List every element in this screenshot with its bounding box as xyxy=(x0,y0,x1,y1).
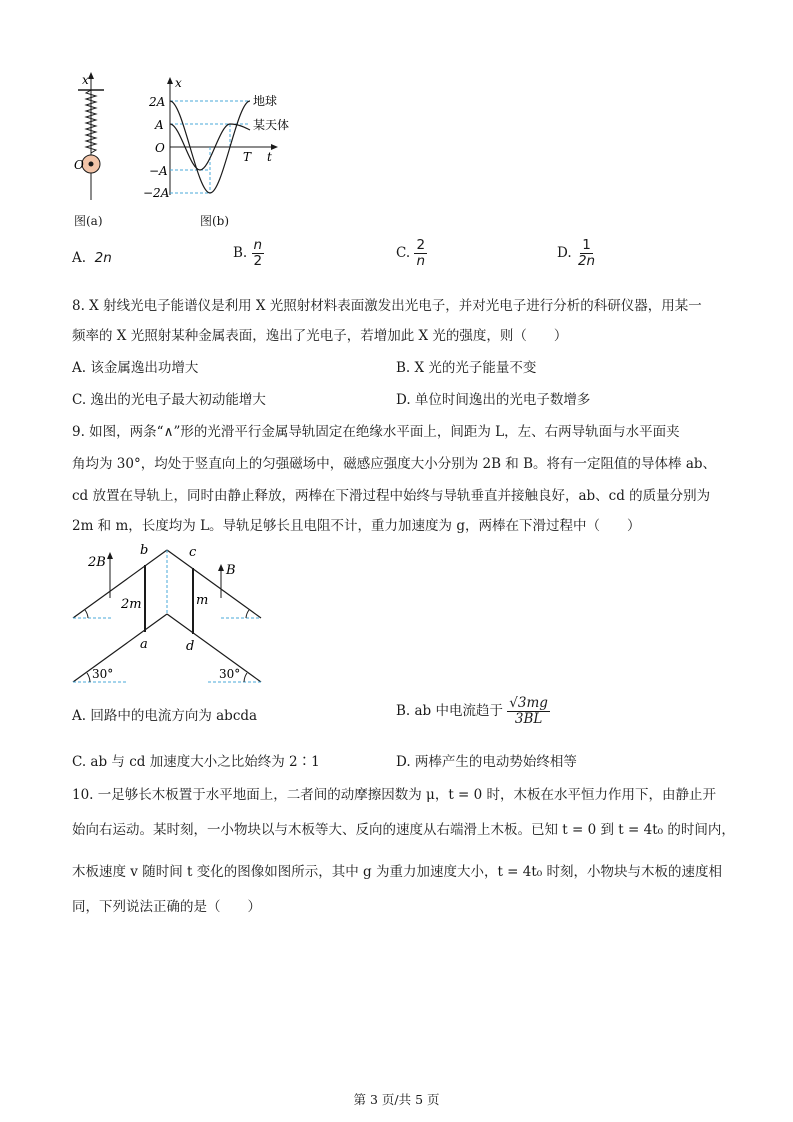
q8-stem-line1: 8. X 射线光电子能谱仪是利用 X 光照射材料表面激发出光电子，并对光电子进行分析的科研仪器，用某一 xyxy=(72,298,702,314)
q9-stem-line1: 9. 如图，两条“∧”形的光滑平行金属导轨固定在绝缘水平面上，间距为 L，左、右两导轨面与水平面夹 xyxy=(72,424,680,440)
fig-a-O-label: O xyxy=(74,158,84,172)
q7-option-a[interactable]: A. 2n xyxy=(72,250,112,266)
fig-b-x-label: x xyxy=(175,76,182,90)
q9-fig-angle-right: 30° xyxy=(219,667,241,681)
q10-stem-line2: 始向右运动。某时刻，一小物块以与木板等大、反向的速度从右端滑上木板。已知 t = 0 到 t = 4t₀ 的时间内， xyxy=(72,822,735,838)
fig-b-minus-2A: −2A xyxy=(143,186,170,200)
q10-stem-line3: 木板速度 v 随时间 t 变化的图像如图所示，其中 g 为重力加速度大小，t = 4t₀ 时刻，小物块与木板的速度相 xyxy=(72,864,722,880)
q9-rails-figure xyxy=(68,540,268,690)
q8-option-d[interactable]: D. 单位时间逸出的光电子数增多 xyxy=(396,392,591,408)
q8-option-a[interactable]: A. 该金属逸出功增大 xyxy=(72,360,199,376)
q9-fig-a: a xyxy=(140,637,148,652)
figure-a-caption: 图(a) xyxy=(74,214,103,228)
fig-b-T: T xyxy=(243,150,252,164)
q9-fig-c: c xyxy=(189,545,197,560)
fig-b-O: O xyxy=(155,141,165,155)
fig-b-minus-A: −A xyxy=(149,164,168,178)
figure-a-spring xyxy=(60,70,120,210)
fig-a-x-label: x xyxy=(82,73,89,87)
page-footer: 第 3 页/共 5 页 xyxy=(353,1092,440,1107)
fig-b-2A: 2A xyxy=(149,95,166,109)
q9-fig-d: d xyxy=(186,639,195,654)
q9-stem-line4: 2m 和 m，长度均为 L。导轨足够长且电阻不计，重力加速度为 g，两棒在下滑过程中（ ） xyxy=(72,518,641,534)
q10-stem-line4: 同，下列说法正确的是（ ） xyxy=(72,899,261,915)
q9-fig-angle-left: 30° xyxy=(92,667,114,681)
q9-fig-2B: 2B xyxy=(88,555,106,570)
q9-fig-B: B xyxy=(226,563,236,578)
q9-stem-line3: cd 放置在导轨上，同时由静止释放，两棒在下滑过程中始终与导轨垂直并接触良好，ab、cd 的质量分别为 xyxy=(72,488,711,504)
fig-b-earth-label: 地球 xyxy=(253,94,278,108)
q8-option-b[interactable]: B. X 光的光子能量不变 xyxy=(396,360,537,376)
fig-b-A: A xyxy=(155,118,164,132)
q9-fig-b: b xyxy=(140,543,149,558)
fig-b-body-label: 某天体 xyxy=(253,118,290,132)
q10-stem-line1: 10. 一足够长木板置于水平地面上，二者间的动摩擦因数为 μ，t = 0 时，木板在水平恒力作用下，由静止开 xyxy=(72,787,717,803)
figure-b-graph xyxy=(135,75,315,215)
q9-option-c[interactable]: C. ab 与 cd 加速度大小之比始终为 2∶1 xyxy=(72,754,320,770)
q9-option-a[interactable]: A. 回路中的电流方向为 abcda xyxy=(72,708,258,724)
figure-b-caption: 图(b) xyxy=(200,214,230,228)
q9-fig-m: m xyxy=(196,593,209,608)
q7-option-c[interactable]: C. $\frac{2}{n}$ xyxy=(396,237,426,269)
q8-option-c[interactable]: C. 逸出的光电子最大初动能增大 xyxy=(72,392,266,408)
q9-stem-line2: 角均为 30°，均处于竖直向上的匀强磁场中，磁感应强度大小分别为 2B 和 B。将有一定阻值的导体棒 ab、 xyxy=(72,456,717,472)
q7-option-d[interactable]: D. $\frac{1}{2n}$ xyxy=(557,237,596,269)
q9-option-b[interactable]: B. ab 中电流趋于 $\frac{√3mg}{3BL}$ xyxy=(396,695,548,727)
q9-option-d[interactable]: D. 两棒产生的电动势始终相等 xyxy=(396,754,577,770)
fig-b-t-label: t xyxy=(267,150,272,164)
q7-option-b[interactable]: B. $\frac{n}{2}$ xyxy=(233,237,263,269)
q9-fig-2m: 2m xyxy=(121,597,142,612)
q8-stem-line2: 频率的 X 光照射某种金属表面，逸出了光电子，若增加此 X 光的强度，则（ ） xyxy=(72,328,568,344)
